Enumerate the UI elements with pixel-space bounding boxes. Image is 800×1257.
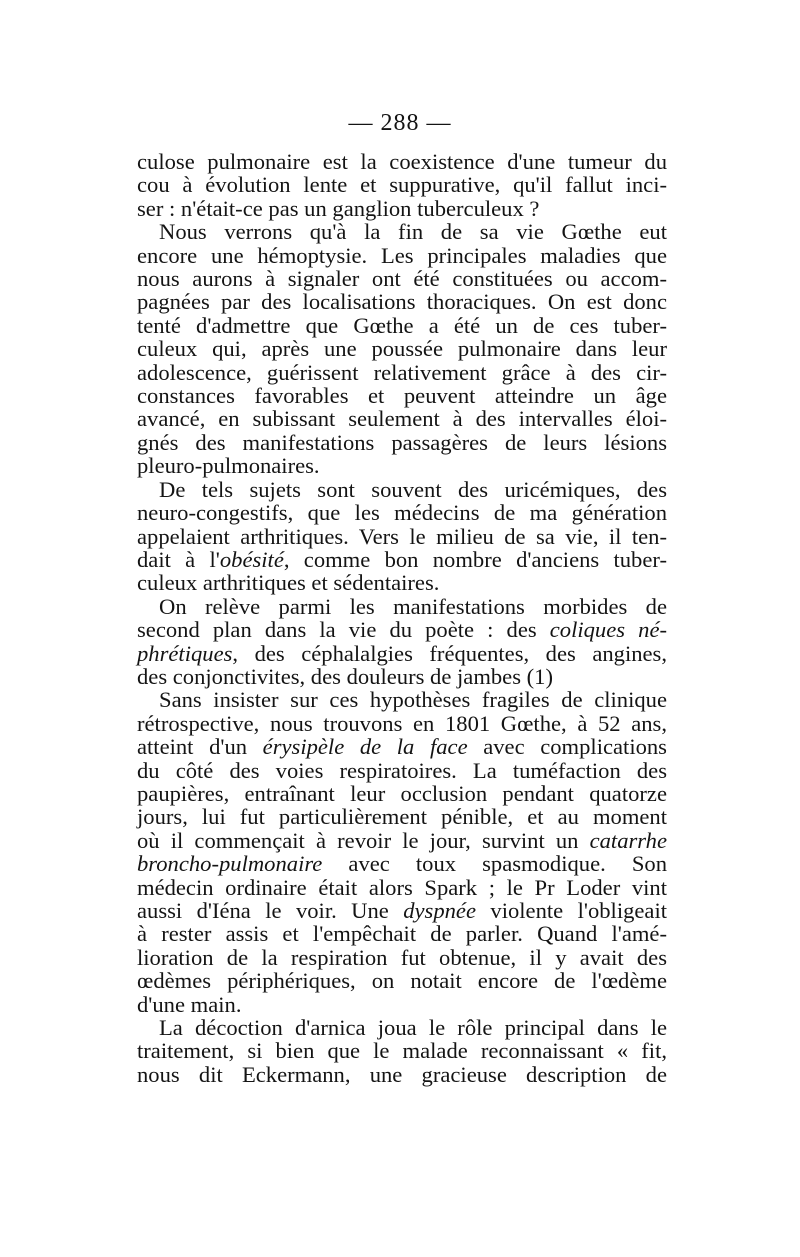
text-line: appelaient arthritiques. Vers le milieu de sa vie, il ten- bbox=[137, 523, 667, 549]
page-number: — 288 — bbox=[348, 110, 452, 136]
italic-term: obésité bbox=[219, 546, 284, 572]
text-line: Nous verrons qu'à la fin de sa vie Gœthe eut bbox=[159, 219, 667, 245]
text-line: La décoction d'arnica joua le rôle principal dans le bbox=[159, 1015, 667, 1041]
text-run: , des céphalalgies fréquentes, des angines, bbox=[232, 640, 667, 666]
text-run: aussi d'Iéna le voir. Une bbox=[137, 898, 404, 923]
text-line: du côté des voies respiratoires. La tuméfaction des bbox=[137, 757, 667, 783]
text-line: culeux arthritiques et sédentaires. bbox=[137, 570, 440, 596]
text-line bbox=[137, 618, 667, 641]
text-run: , comme bon nombre d'anciens tuber- bbox=[283, 546, 667, 572]
text-line: paupières, entraînant leur occlusion pendant quatorze bbox=[137, 780, 667, 806]
text-line bbox=[137, 829, 667, 852]
text-line: On relève parmi les manifestations morbides de bbox=[159, 593, 667, 619]
text-line: pagnées par des localisations thoraciques. On est donc bbox=[137, 289, 667, 315]
text-line: cou à évolution lente et suppurative, qu'il fallut inci- bbox=[137, 172, 667, 198]
text-line: rétrospective, nous trouvons en 1801 Gœthe, à 52 ans, bbox=[137, 710, 667, 736]
italic-term: broncho-pulmonaire bbox=[137, 851, 323, 877]
text-line: d'une main. bbox=[137, 991, 242, 1017]
text-line: à rester assis et l'empêchait de parler. Quand l'amé- bbox=[137, 921, 667, 947]
text-line: avancé, en subissant seulement à des intervalles éloi- bbox=[137, 406, 667, 432]
text-line: Sans insister sur ces hypothèses fragiles de clinique bbox=[159, 687, 667, 713]
text-line: culose pulmonaire est la coexistence d'une tumeur du bbox=[137, 149, 667, 174]
text-line: gnés des manifestations passagères de leurs lésions bbox=[137, 429, 667, 455]
text-line: traitement, si bien que le malade reconnaissant « fit, bbox=[137, 1038, 667, 1064]
text-line: constances favorables et peuvent atteindre un âge bbox=[137, 383, 667, 409]
text-run: où il commençait à revoir le jour, survint un bbox=[137, 827, 590, 853]
text-line bbox=[137, 852, 667, 875]
text-run: avec complications bbox=[467, 734, 667, 760]
italic-term: érysipèle de la face bbox=[262, 734, 468, 760]
text-line: nous aurons à signaler ont été constituées ou accom- bbox=[137, 266, 667, 292]
text-line: De tels sujets sont souvent des uricémiques, des bbox=[159, 476, 667, 502]
italic-term: coliques né- bbox=[549, 617, 667, 643]
text-line: tenté d'admettre que Gœthe a été un de ces tuber- bbox=[137, 312, 667, 338]
text-run: dait à l' bbox=[137, 546, 220, 572]
text-run: avec toux spasmodique. Son bbox=[322, 851, 667, 877]
text-line: pleuro-pulmonaires. bbox=[137, 453, 320, 479]
text-line bbox=[137, 899, 667, 922]
text-line: des conjonctivites, des douleurs de jambes (1) bbox=[137, 663, 553, 689]
text-line bbox=[137, 735, 667, 758]
text-run: atteint d'un bbox=[137, 734, 263, 760]
text-line bbox=[137, 548, 667, 571]
text-line bbox=[137, 642, 667, 665]
italic-term: dyspnée bbox=[403, 898, 476, 923]
text-line: lioration de la respiration fut obtenue, il y avait des bbox=[137, 944, 667, 970]
italic-term: phrétiques bbox=[137, 640, 233, 666]
body-text bbox=[137, 150, 667, 1086]
text-line: nous dit Eckermann, une gracieuse description de bbox=[137, 1061, 667, 1087]
text-line: neuro-congestifs, que les médecins de ma génération bbox=[137, 500, 667, 526]
italic-term: catarrhe bbox=[589, 827, 667, 853]
text-line: adolescence, guérissent relativement grâce à des cir- bbox=[137, 359, 667, 385]
text-run: violente l'obligeait bbox=[476, 898, 667, 923]
text-line: encore une hémoptysie. Les principales maladies que bbox=[137, 242, 667, 268]
text-run: second plan dans la vie du poète : des bbox=[137, 617, 550, 643]
text-line: culeux qui, après une poussée pulmonaire dans leur bbox=[137, 336, 667, 362]
text-line: ser : n'était-ce pas un ganglion tuberculeux ? bbox=[137, 195, 540, 221]
text-line: œdèmes périphériques, on notait encore de l'œdème bbox=[137, 968, 667, 994]
text-line: médecin ordinaire était alors Spark ; le Pr Loder vint bbox=[137, 874, 667, 900]
text-line: jours, lui fut particulièrement pénible, et au moment bbox=[137, 804, 667, 830]
